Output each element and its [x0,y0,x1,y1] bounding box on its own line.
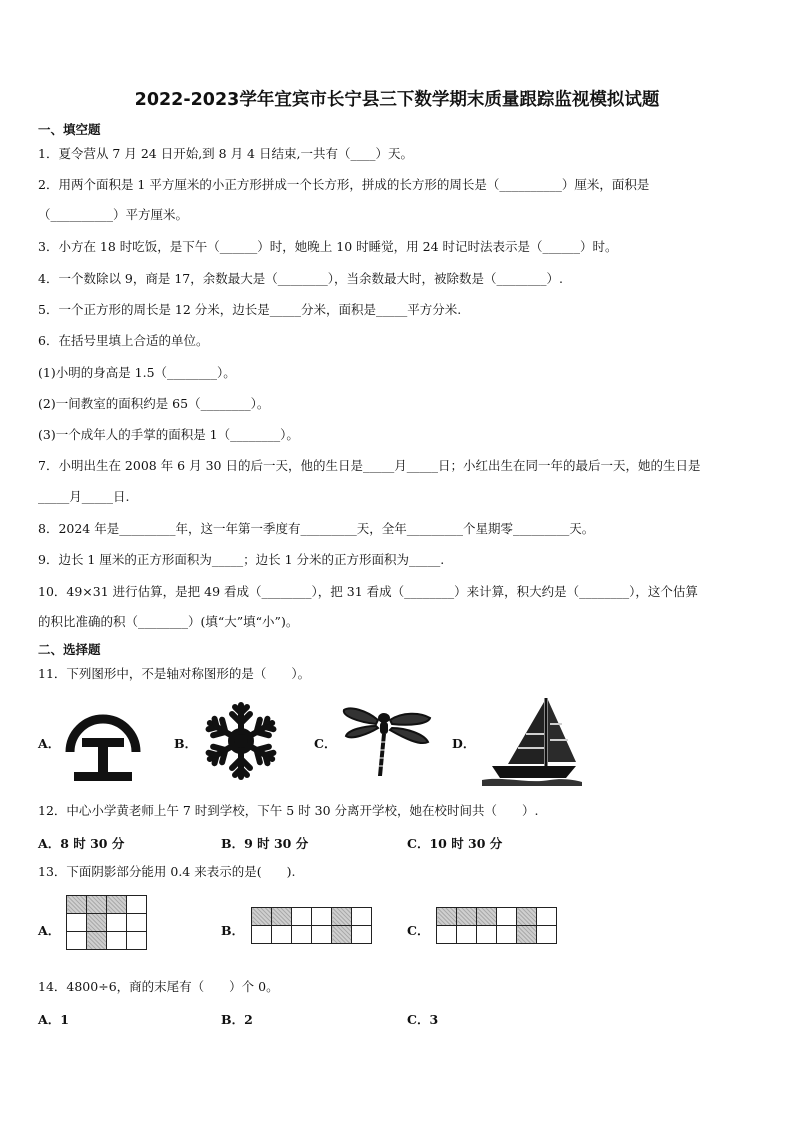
q12-option-a: A．8 时 30 分 [38,836,125,851]
question-11: 11．下列图形中，不是轴对称图形的是（ ）。 [38,666,311,681]
question-13: 13．下面阴影部分能用 0.4 来表示的是( ). [38,864,296,879]
question-6-part-1: (1)小明的身高是 1.5（________）。 [38,365,236,380]
q11-option-c-label: C． [314,736,337,751]
snowflake-icon [200,700,282,782]
section-fill-blank: 一、填空题 [38,122,101,137]
q13-option-b-label: B． [221,923,245,938]
q11-option-b-label: B． [174,736,198,751]
page-title: 2022-2023学年宜宾市长宁县三下数学期末质量跟踪监视模拟试题 [134,90,660,110]
question-6: 6．在括号里填上合适的单位。 [38,333,209,348]
q13-grid-b [251,907,372,944]
section-multiple-choice: 二、选择题 [38,642,101,657]
question-7-line-1: 7．小明出生在 2008 年 6 月 30 日的后一天，他的生日是_____月_____日；小红出生在同一年的最后一天，她的生日是 [38,458,701,473]
q11-option-d-label: D． [452,736,476,751]
question-12: 12．中心小学黄老师上午 7 时到学校，下午 5 时 30 分离开学校，她在校时间共（ ）. [38,803,539,818]
question-6-part-3: (3)一个成年人的手掌的面积是 1（________）。 [38,427,299,442]
question-2-line-1: 2．用两个面积是 1 平方厘米的小正方形拼成一个长方形，拼成的长方形的周长是（__________）厘米，面积是 [38,177,650,192]
dragonfly-icon [340,700,436,782]
q14-option-c: C．3 [407,1012,439,1027]
q14-option-a: A．1 [38,1012,69,1027]
question-5: 5．一个正方形的周长是 12 分米，边长是_____分米，面积是_____平方分米. [38,302,462,317]
question-9: 9．边长 1 厘米的正方形面积为_____；边长 1 分米的正方形面积为_____. [38,552,445,567]
q12-option-c: C．10 时 30 分 [407,836,503,851]
q13-option-c-label: C． [407,923,430,938]
question-7-line-2: _____月_____日. [38,489,130,504]
q13-option-a-label: A． [38,923,61,938]
question-6-part-2: (2)一间教室的面积约是 65（________）。 [38,396,270,411]
q12-option-b: B．9 时 30 分 [221,836,309,851]
q11-option-a-label: A． [38,736,61,751]
question-10-line-2: 的积比准确的积（________）(填“大”填“小”)。 [38,614,299,629]
q13-grid-c [436,907,557,944]
question-10-line-1: 10．49×31 进行估算，是把 49 看成（________），把 31 看成（________）来计算，积大约是（________），这个估算 [38,584,698,599]
q13-grid-a [66,895,147,950]
question-14: 14．4800÷6，商的末尾有（ ）个 0。 [38,979,279,994]
question-2-line-2: （__________）平方厘米。 [38,207,189,222]
question-3: 3．小方在 18 时吃饭，是下午（______）时，她晚上 10 时睡觉，用 24 时记时法表示是（______）时。 [38,239,618,254]
question-4: 4．一个数除以 9，商是 17，余数最大是（________），当余数最大时，被除数是（________）. [38,271,563,286]
q14-option-b: B．2 [221,1012,253,1027]
question-8: 8．2024 年是_________年，这一年第一季度有_________天，全年_________个星期零_________天。 [38,521,595,536]
question-1: 1．夏令营从 7 月 24 日开始,到 8 月 4 日结束,一共有（____）天。 [38,146,413,161]
sailboat-icon [478,694,584,788]
metro-logo-icon [62,700,144,786]
